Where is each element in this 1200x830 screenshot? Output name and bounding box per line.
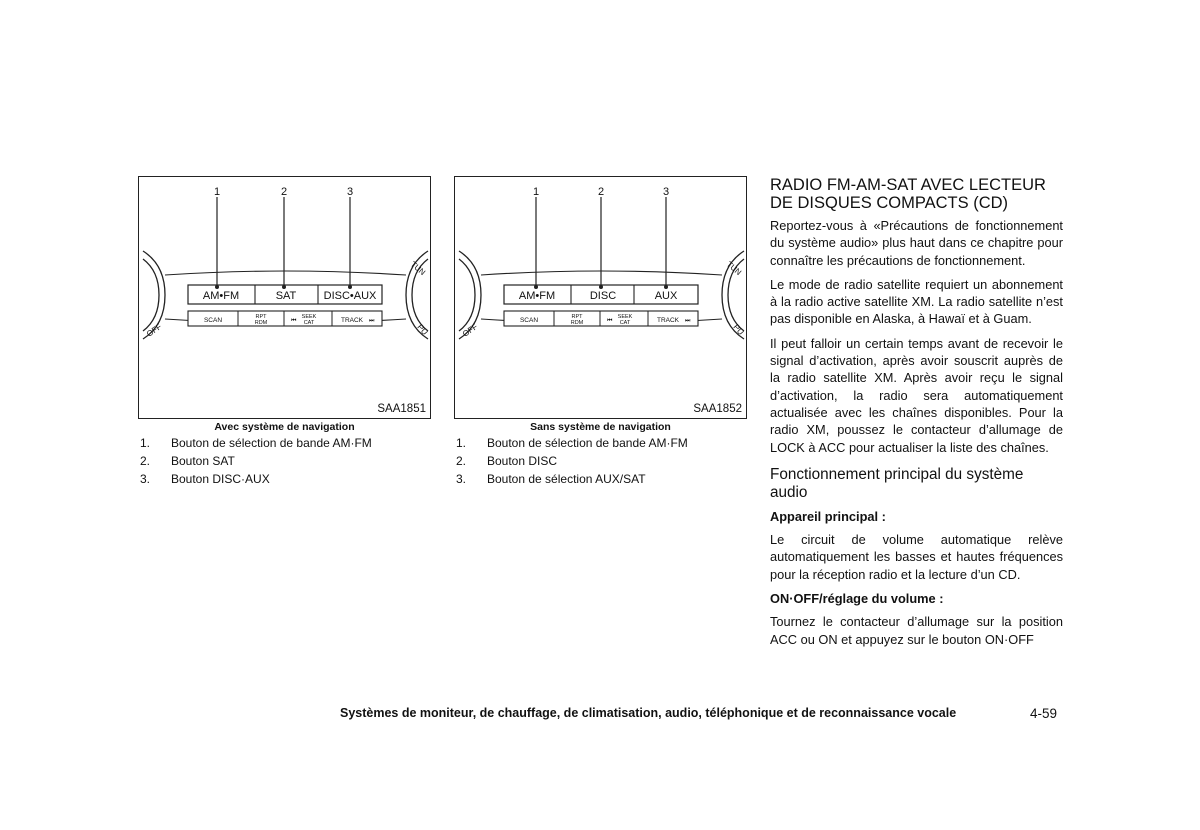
list-item (456, 434, 746, 452)
list-item (140, 434, 430, 452)
list-number: 1. (140, 436, 151, 450)
list-text: Bouton de sélection de bande AM·FM (487, 436, 688, 450)
paragraph: Le circuit de volume automatique relève automatiquement les basses et hautes fréquences pour la réception radio et la lecture d’un CD. (770, 532, 1063, 582)
seek-back-icon: ⏮ (291, 318, 297, 324)
radio-panel-diagram-1 (139, 177, 432, 420)
text-column (770, 176, 1063, 655)
rpt-rdm-button-label (571, 314, 584, 326)
figure-code: SAA1852 (693, 403, 742, 415)
pu-knob-label: PU (415, 322, 430, 337)
disc-aux-button-label: DISC•AUX (323, 290, 377, 302)
off-knob-label: OFF (144, 322, 164, 339)
callout-2: 2 (280, 186, 288, 198)
figure-caption-1: Avec système de navigation (214, 421, 355, 433)
rpt-rdm-button-label (255, 314, 268, 326)
am-fm-button-label: AM•FM (202, 290, 240, 302)
list-text: Bouton SAT (171, 454, 235, 468)
seek-back-icon: ⏮ (607, 318, 613, 324)
track-forward-icon: ⏭ (369, 318, 375, 324)
callout-1: 1 (532, 186, 540, 198)
track-button-label: TRACK (656, 317, 680, 324)
off-knob-label: OFF (460, 322, 480, 339)
track-forward-icon: ⏭ (685, 318, 691, 324)
button-list-1 (140, 434, 430, 488)
seek-label: SEEK (301, 314, 317, 320)
button-list-2 (456, 434, 746, 488)
paragraph: Tournez le contacteur d’allumage sur la position ACC ou ON et appuyez sur le bouton ON·OFF (770, 614, 1063, 647)
callout-2: 2 (597, 186, 605, 198)
list-text: Bouton DISC (487, 454, 558, 468)
heading-on-off: ON·OFF/réglage du volume : (770, 591, 944, 607)
pu-knob-label: PU (731, 322, 746, 337)
figure-with-navigation (138, 176, 431, 419)
list-text: Bouton de sélection de bande AM·FM (171, 436, 372, 450)
cat-label: CAT (303, 320, 315, 326)
section-title: RADIO FM-AM-SAT AVEC LECTEUR DE DISQUES COMPACTS (CD) (770, 176, 1046, 212)
disc-button-label: DISC (589, 290, 617, 302)
list-number: 1. (456, 436, 467, 450)
footer-chapter-title: Systèmes de moniteur, de chauffage, de climatisation, audio, téléphonique et de reconnaissance vocale (340, 706, 957, 720)
list-number: 3. (456, 472, 467, 486)
radio-panel-diagram-2 (455, 177, 748, 420)
list-text: Bouton DISC·AUX (171, 472, 270, 486)
cat-label: CAT (619, 320, 631, 326)
rdm-label: RDM (254, 320, 268, 326)
subsection-title: Fonctionnement principal du système audio (770, 465, 1024, 501)
tun-knob-label: TUN (724, 259, 744, 278)
scan-button-label: SCAN (203, 317, 223, 324)
am-fm-button-label: AM•FM (518, 290, 556, 302)
aux-button-label: AUX (654, 290, 678, 302)
tun-knob-label: TUN (408, 259, 428, 278)
figure-without-navigation (454, 176, 747, 419)
list-number: 2. (456, 454, 467, 468)
list-item (140, 452, 430, 470)
sat-button-label: SAT (275, 290, 297, 302)
list-item (456, 470, 746, 488)
seek-label: SEEK (617, 314, 633, 320)
callout-1: 1 (213, 186, 221, 198)
paragraph: Reportez-vous à «Précautions de fonctionnement du système audio» plus haut dans ce chapitre pour connaître les précautions de fonctionnement. (770, 218, 1063, 268)
rdm-label: RDM (570, 320, 584, 326)
list-number: 3. (140, 472, 151, 486)
paragraph: Il peut falloir un certain temps avant de recevoir le signal d’activation, après avoir souscrit auprès de la radio satellite XM. Après avoir reçu le signal d’activation, la radio sera automatiquement actualisée avec les chaînes disponibles. Pour la radio XM, poussez le contacteur d’allumage de LOCK à ACC pour actualiser la liste des chaînes. (770, 335, 1063, 455)
callout-3: 3 (346, 186, 354, 198)
rpt-label: RPT (255, 314, 267, 320)
track-button-label: TRACK (340, 317, 364, 324)
heading-main-unit: Appareil principal : (770, 508, 886, 524)
callout-3: 3 (662, 186, 670, 198)
page-number: 4-59 (1030, 706, 1058, 721)
paragraph: Le mode de radio satellite requiert un abonnement à la radio active satellite XM. La radio satellite n’est pas disponible en Alaska, à Hawaï et à Guam. (770, 276, 1063, 327)
figure-code: SAA1851 (377, 403, 426, 415)
list-number: 2. (140, 454, 151, 468)
figure-caption-2: Sans système de navigation (530, 421, 671, 433)
list-item (140, 470, 430, 488)
list-text: Bouton de sélection AUX/SAT (487, 472, 646, 486)
scan-button-label: SCAN (519, 317, 539, 324)
rpt-label: RPT (571, 314, 583, 320)
list-item (456, 452, 746, 470)
